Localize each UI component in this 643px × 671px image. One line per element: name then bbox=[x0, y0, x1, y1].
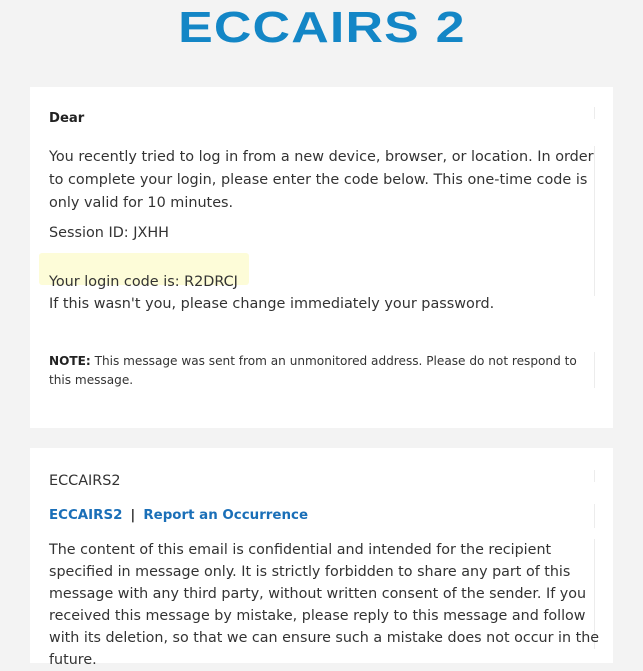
footer-links bbox=[49, 504, 601, 527]
greeting: Dear bbox=[49, 111, 85, 126]
report-occurrence-link[interactable]: Report an Occurrence bbox=[143, 508, 309, 523]
message-card bbox=[30, 87, 613, 428]
note bbox=[49, 352, 589, 390]
eccairs-logo bbox=[0, 2, 643, 54]
logo-text: ECCAIRS 2 bbox=[177, 3, 466, 52]
note-text: This message was sent from an unmonitored address. Please do not respond to this message. bbox=[49, 354, 577, 387]
footer-card bbox=[30, 448, 613, 668]
session-id: Session ID: JXHH bbox=[49, 225, 169, 241]
disclaimer-text: The content of this email is confidential and intended for the recipient specified in message only. It is strictly forbidden to share any part of this message with any third party, without written consent of the sender. If you received this message by mistake, please reply to this message and follow with its deletion, so that we can ensure such a mistake does not occur in the future. bbox=[49, 542, 600, 668]
login-code[interactable]: Your login code is: R2DRCJ bbox=[49, 274, 238, 291]
intro-text: You recently tried to log in from a new device, browser, or location. In order to complete your login, please enter the code below. This one-time code is only valid for 10 minutes. bbox=[49, 149, 594, 211]
eccairs2-link[interactable]: ECCAIRS2 bbox=[49, 508, 123, 523]
link-separator: | bbox=[130, 508, 136, 523]
note-label: NOTE: bbox=[49, 354, 91, 368]
footer-brand: ECCAIRS2 bbox=[49, 473, 121, 489]
divider bbox=[594, 352, 595, 388]
warning-text: If this wasn't you, please change immediately your password. bbox=[49, 296, 495, 312]
